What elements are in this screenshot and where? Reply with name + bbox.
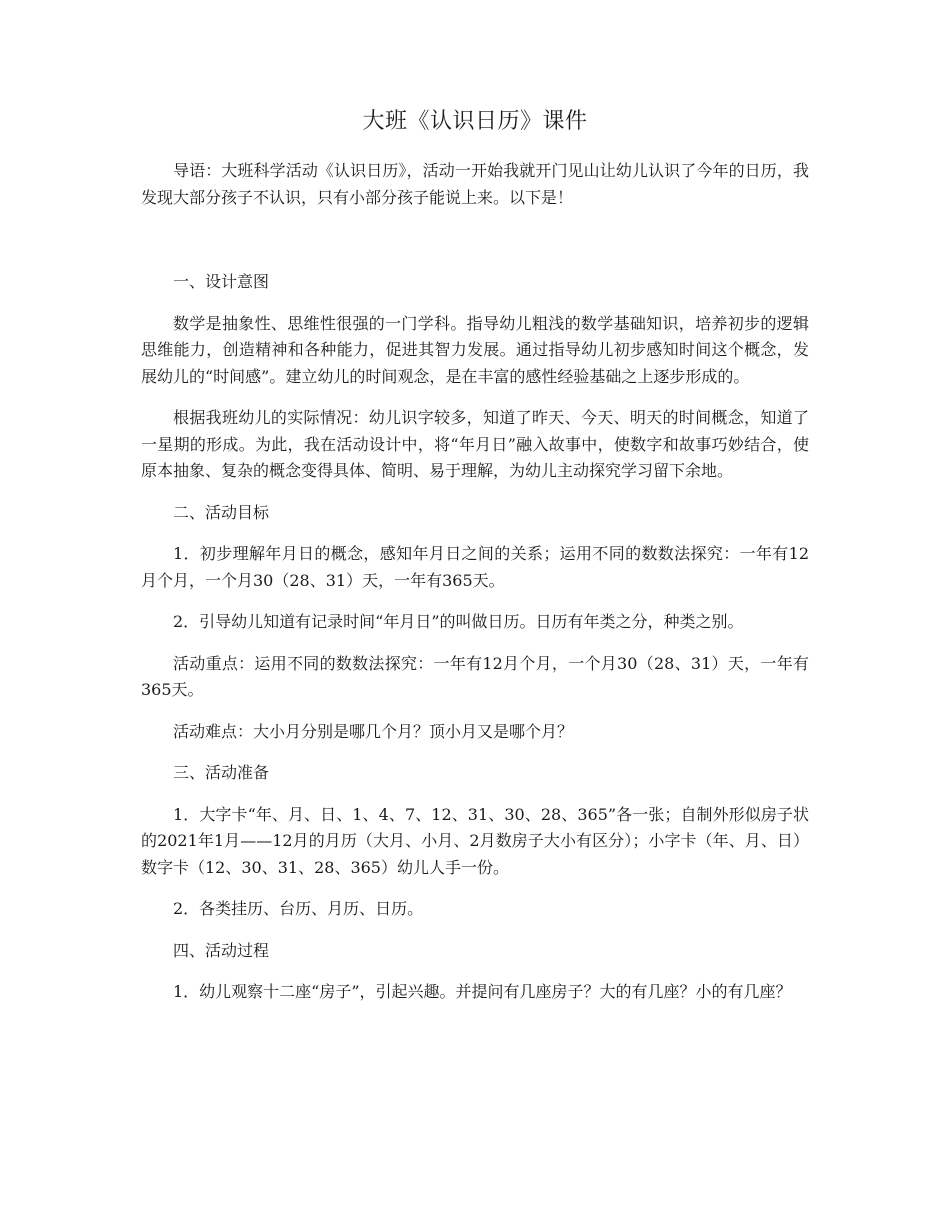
document-title: 大班《认识日历》课件 [362, 109, 588, 134]
intro-paragraph: 导语：大班科学活动《认识日历》，活动一开始我就开门见山让幼儿认识了今年的日历，我发现大部分孩子不认识，只有小部分孩子能说上来。以下是！ [141, 161, 809, 207]
section-heading-design: 一、设计意图 [173, 272, 270, 291]
section-heading-preparation: 三、活动准备 [173, 763, 270, 782]
difficulty-paragraph: 活动难点：大小月分别是哪几个月？顶小月又是哪个月？ [173, 721, 574, 741]
section-heading-process: 四、活动过程 [173, 940, 270, 960]
preparation-item-1: 1．大字卡“年、月、日、1、4、7、12、31、30、28、365”各一张；自制外形似房子状的2021年1月——12月的月历（大月、小月、2月数房子大小有区分）；小字卡（年、月、日）数字卡（12、30、31、28、365）幼儿人手一份。 [141, 804, 809, 877]
goal-item-1: 1．初步理解年月日的概念，感知年月日之间的关系；运用不同的数数法探究：一年有12月个月，一个月30（28、31）天，一年有365天。 [141, 544, 809, 590]
process-item-1: 1．幼儿观察十二座“房子”，引起兴趣。并提问有几座房子？大的有几座？小的有几座？ [173, 982, 792, 1001]
document-body [141, 158, 809, 1021]
key-point-paragraph: 活动重点：运用不同的数数法探究：一年有12月个月，一个月30（28、31）天，一年有365天。 [141, 653, 809, 699]
design-paragraph-1: 数学是抽象性、思维性很强的一门学科。指导幼儿粗浅的数学基础知识，培养初步的逻辑思维能力，创造精神和各种能力，促进其智力发展。通过指导幼儿初步感知时间这个概念，发展幼儿的“时间感”。建立幼儿的时间观念，是在丰富的感性经验基础之上逐步形成的。 [141, 313, 809, 386]
goal-item-2: 2．引导幼儿知道有记录时间“年月日”的叫做日历。日历有年类之分，种类之别。 [173, 612, 744, 631]
section-heading-goals: 二、活动目标 [173, 502, 270, 522]
preparation-item-2: 2．各类挂历、台历、月历、日历。 [173, 899, 424, 918]
design-paragraph-2: 根据我班幼儿的实际情况：幼儿识字较多，知道了昨天、今天、明天的时间概念，知道了一星期的形成。为此，我在活动设计中，将“年月日”融入故事中，使数字和故事巧妙结合，使原本抽象、复杂的概念变得具体、简明、易于理解，为幼儿主动探究学习留下余地。 [141, 408, 809, 480]
